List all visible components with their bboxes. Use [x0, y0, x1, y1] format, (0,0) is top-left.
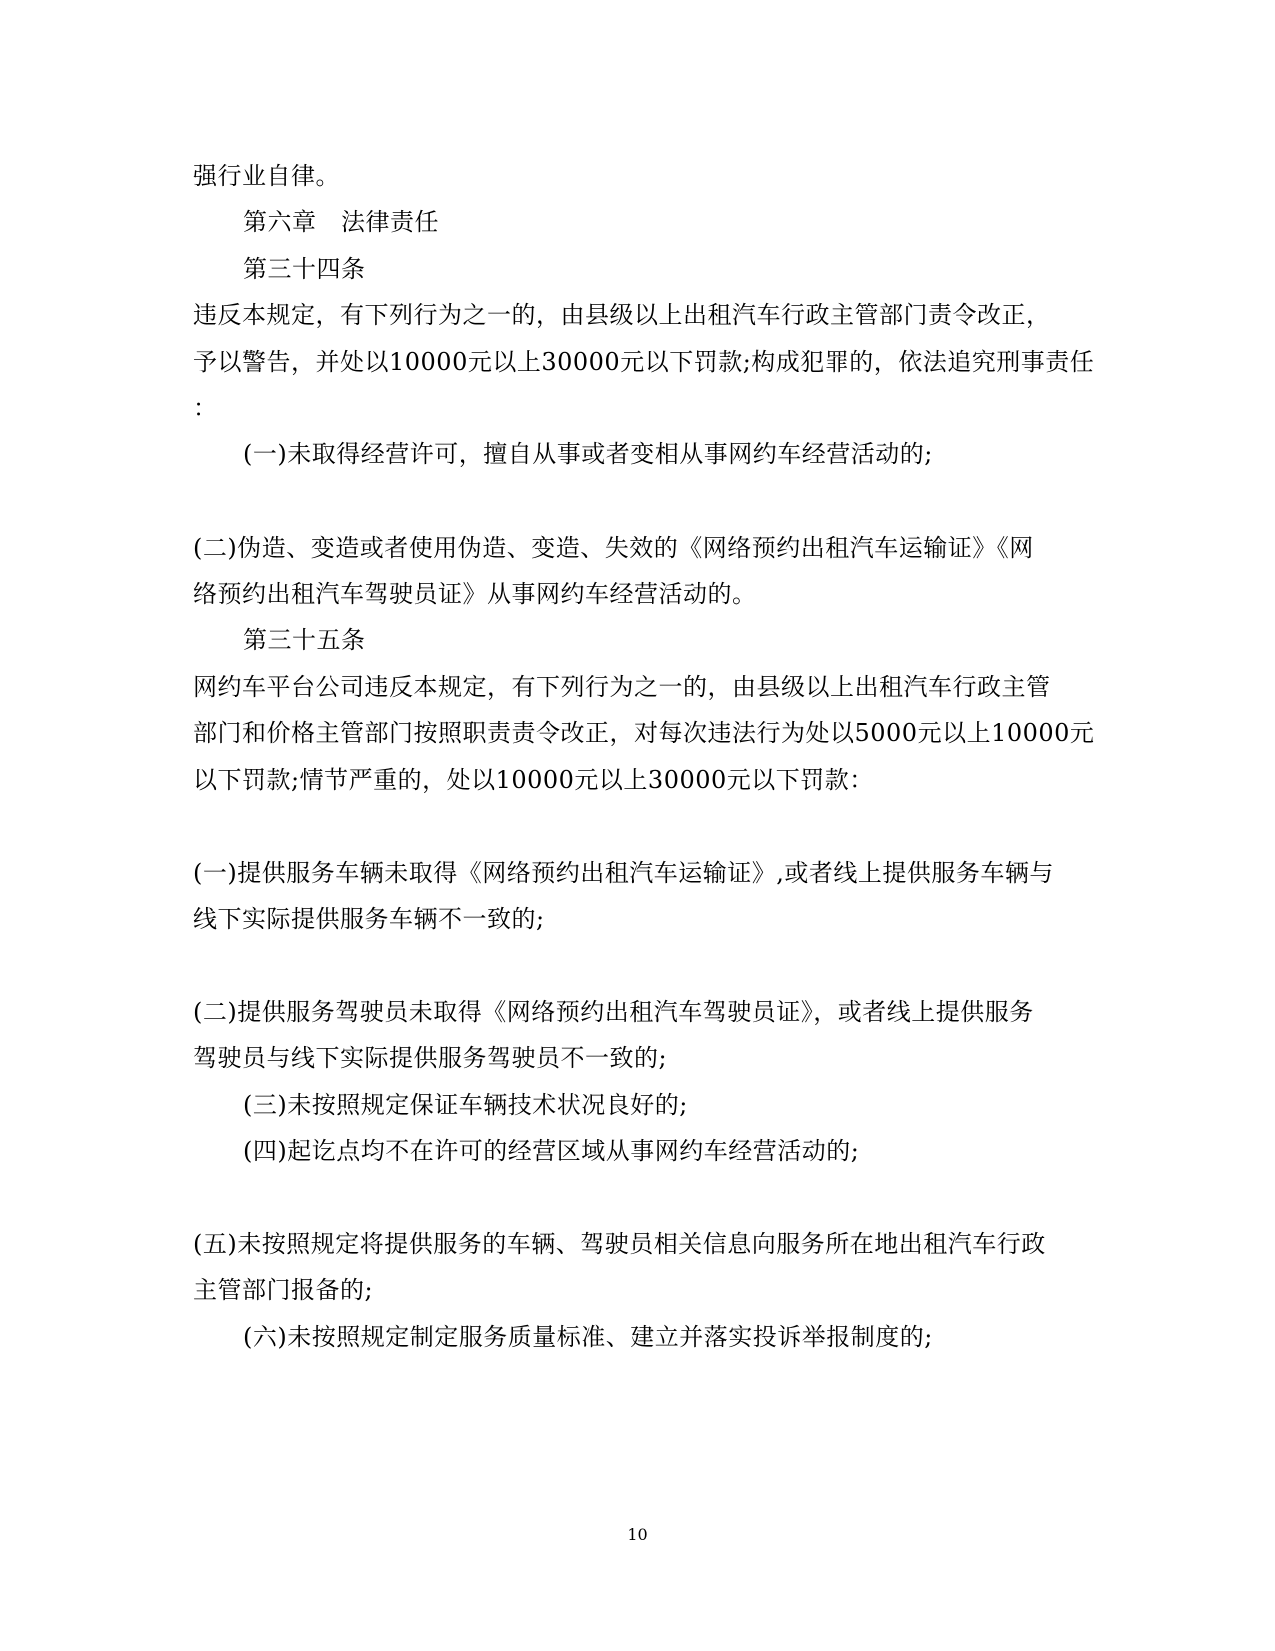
list-item: (六)未按照规定制定服务质量标准、建立并落实投诉举报制度的;: [243, 1323, 933, 1351]
text-line: 强行业自律。: [193, 162, 340, 190]
text-line: 主管部门报备的;: [193, 1276, 374, 1304]
text-line: 以下罚款;情节严重的，处以10000元以上30000元以下罚款：: [193, 766, 874, 794]
page-number: 10: [627, 1525, 648, 1544]
article-heading: 第三十五条: [243, 626, 366, 654]
list-item: (一)未取得经营许可，擅自从事或者变相从事网约车经营活动的;: [243, 440, 933, 468]
list-item: (三)未按照规定保证车辆技术状况良好的;: [243, 1091, 688, 1119]
text-line: 络预约出租汽车驾驶员证》从事网约车经营活动的。: [193, 580, 757, 608]
text-line: ：: [193, 394, 218, 422]
text-line: 网约车平台公司违反本规定，有下列行为之一的，由县级以上出租汽车行政主管: [193, 673, 1051, 701]
list-item: (四)起讫点均不在许可的经营区域从事网约车经营活动的;: [243, 1137, 860, 1165]
list-item: (二)提供服务驾驶员未取得《网络预约出租汽车驾驶员证》，或者线上提供服务: [193, 998, 1034, 1026]
text-line: 予以警告，并处以10000元以上30000元以下罚款;构成犯罪的，依法追究刑事责任: [193, 348, 1095, 376]
list-item: (一)提供服务车辆未取得《网络预约出租汽车运输证》,或者线上提供服务车辆与: [193, 859, 1054, 887]
text-line: 违反本规定，有下列行为之一的，由县级以上出租汽车行政主管部门责令改正，: [193, 301, 1051, 329]
list-item: (二)伪造、变造或者使用伪造、变造、失效的《网络预约出租汽车运输证》《网: [193, 534, 1034, 562]
text-line: 线下实际提供服务车辆不一致的;: [193, 905, 545, 933]
chapter-heading: 第六章 法律责任: [243, 208, 439, 236]
article-heading: 第三十四条: [243, 255, 366, 283]
text-line: 驾驶员与线下实际提供服务驾驶员不一致的;: [193, 1044, 668, 1072]
list-item: (五)未按照规定将提供服务的车辆、驾驶员相关信息向服务所在地出租汽车行政: [193, 1230, 1046, 1258]
text-line: 部门和价格主管部门按照职责责令改正，对每次违法行为处以5000元以上10000元: [193, 719, 1095, 747]
